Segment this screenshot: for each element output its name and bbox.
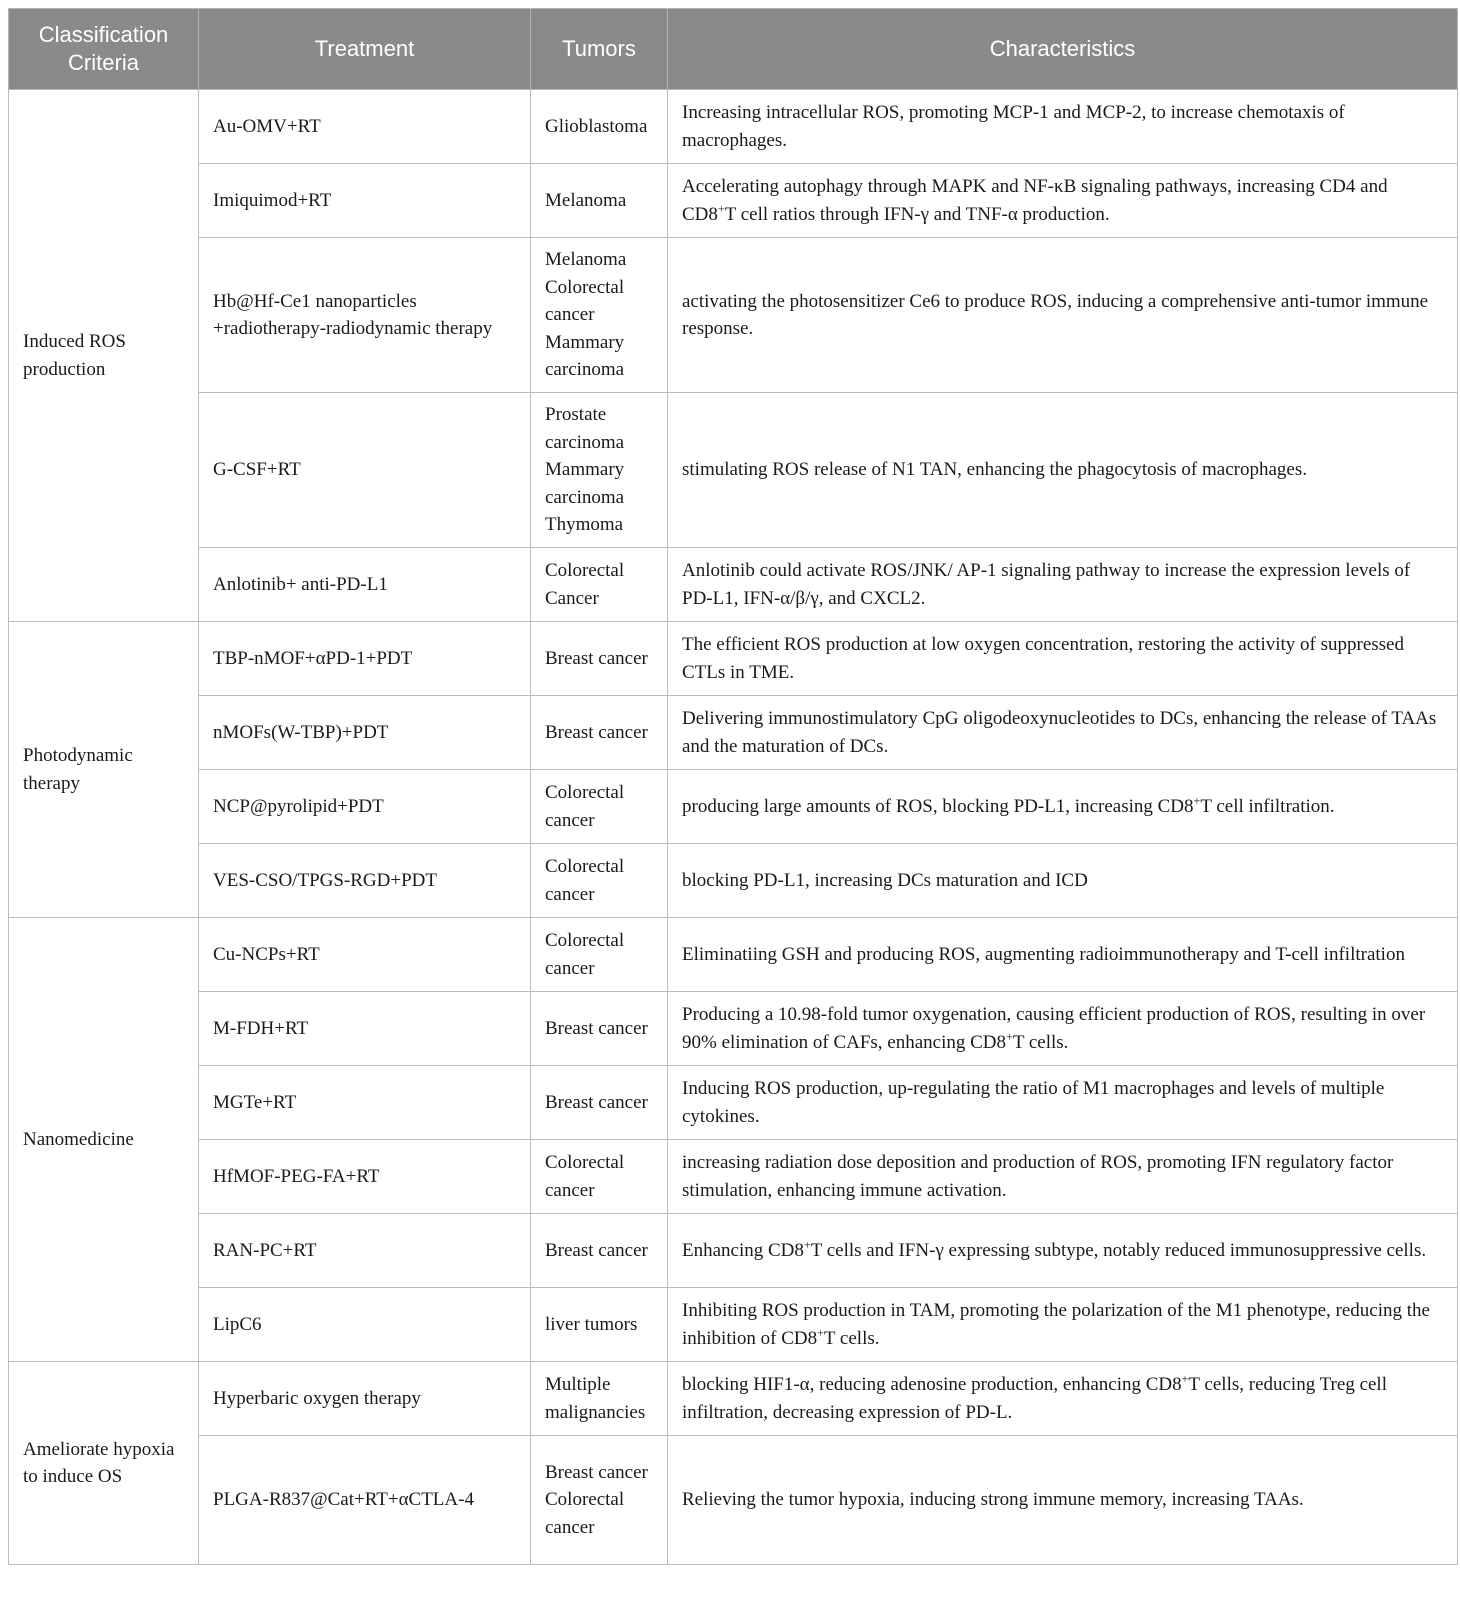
- tumors-cell: Colorectal cancer: [531, 770, 668, 844]
- characteristics-cell: Relieving the tumor hypoxia, inducing strong immune memory, increasing TAAs.: [668, 1436, 1458, 1565]
- treatment-cell: MGTe+RT: [199, 1066, 531, 1140]
- table-row: [9, 548, 1458, 622]
- table-row: [9, 1214, 1458, 1288]
- table-row: [9, 393, 1458, 548]
- tumors-cell: Melanoma Colorectal cancer Mammary carcinoma: [531, 238, 668, 393]
- characteristics-cell: activating the photosensitizer Ce6 to produce ROS, inducing a comprehensive anti-tumor immune response.: [668, 238, 1458, 393]
- characteristics-cell: Accelerating autophagy through MAPK and NF-κB signaling pathways, increasing CD4 and CD8+T cell ratios through IFN-γ and TNF-α production.: [668, 164, 1458, 238]
- classification-criteria-cell: Induced ROS production: [9, 90, 199, 622]
- classification-criteria-cell: Ameliorate hypoxia to induce OS: [9, 1362, 199, 1565]
- tumors-cell: Breast cancer: [531, 1066, 668, 1140]
- characteristics-cell: Increasing intracellular ROS, promoting MCP-1 and MCP-2, to increase chemotaxis of macrophages.: [668, 90, 1458, 164]
- treatment-cell: VES-CSO/TPGS-RGD+PDT: [199, 844, 531, 918]
- table-row: [9, 918, 1458, 992]
- treatment-cell: Cu-NCPs+RT: [199, 918, 531, 992]
- treatment-cell: G-CSF+RT: [199, 393, 531, 548]
- treatment-cell: LipC6: [199, 1288, 531, 1362]
- treatment-cell: HfMOF-PEG-FA+RT: [199, 1140, 531, 1214]
- tumors-cell: Breast cancer: [531, 1214, 668, 1288]
- classification-criteria-cell: Photodynamic therapy: [9, 622, 199, 918]
- table-row: [9, 844, 1458, 918]
- table-header: [9, 9, 1458, 90]
- treatment-cell: Anlotinib+ anti-PD-L1: [199, 548, 531, 622]
- tumors-cell: liver tumors: [531, 1288, 668, 1362]
- tumors-cell: Colorectal cancer: [531, 1140, 668, 1214]
- treatment-cell: RAN-PC+RT: [199, 1214, 531, 1288]
- header-treatment: Treatment: [199, 9, 531, 90]
- table-body: [9, 90, 1458, 1565]
- treatment-cell: Hb@Hf-Ce1 nanoparticles +radiotherapy-radiodynamic therapy: [199, 238, 531, 393]
- characteristics-cell: stimulating ROS release of N1 TAN, enhancing the phagocytosis of macrophages.: [668, 393, 1458, 548]
- characteristics-cell: Inducing ROS production, up-regulating the ratio of M1 macrophages and levels of multiple cytokines.: [668, 1066, 1458, 1140]
- characteristics-cell: blocking HIF1-α, reducing adenosine production, enhancing CD8+T cells, reducing Treg cell infiltration, decreasing expression of PD-L.: [668, 1362, 1458, 1436]
- header-classification-criteria: Classification Criteria: [9, 9, 199, 90]
- header-tumors: Tumors: [531, 9, 668, 90]
- characteristics-cell: producing large amounts of ROS, blocking PD-L1, increasing CD8+T cell infiltration.: [668, 770, 1458, 844]
- characteristics-cell: Producing a 10.98-fold tumor oxygenation, causing efficient production of ROS, resulting in over 90% elimination of CAFs, enhancing CD8+T cells.: [668, 992, 1458, 1066]
- table-row: [9, 696, 1458, 770]
- table-row: [9, 770, 1458, 844]
- characteristics-cell: Delivering immunostimulatory CpG oligodeoxynucleotides to DCs, enhancing the release of TAAs and the maturation of DCs.: [668, 696, 1458, 770]
- treatment-cell: Au-OMV+RT: [199, 90, 531, 164]
- classification-criteria-cell: Nanomedicine: [9, 918, 199, 1362]
- tumors-cell: Colorectal cancer: [531, 844, 668, 918]
- table-row: [9, 1436, 1458, 1565]
- characteristics-cell: Enhancing CD8+T cells and IFN-γ expressing subtype, notably reduced immunosuppressive cells.: [668, 1214, 1458, 1288]
- characteristics-cell: increasing radiation dose deposition and production of ROS, promoting IFN regulatory factor stimulation, enhancing immune activation.: [668, 1140, 1458, 1214]
- characteristics-cell: Inhibiting ROS production in TAM, promoting the polarization of the M1 phenotype, reducing the inhibition of CD8+T cells.: [668, 1288, 1458, 1362]
- tumors-cell: Breast cancer: [531, 622, 668, 696]
- table-row: [9, 1288, 1458, 1362]
- tumors-cell: Melanoma: [531, 164, 668, 238]
- header-characteristics: Characteristics: [668, 9, 1458, 90]
- tumors-cell: Glioblastoma: [531, 90, 668, 164]
- header-row: [9, 9, 1458, 90]
- characteristics-cell: blocking PD-L1, increasing DCs maturation and ICD: [668, 844, 1458, 918]
- tumors-cell: Breast cancer: [531, 992, 668, 1066]
- tumors-cell: Colorectal Cancer: [531, 548, 668, 622]
- table-row: [9, 992, 1458, 1066]
- table-row: [9, 1066, 1458, 1140]
- treatment-cell: PLGA-R837@Cat+RT+αCTLA-4: [199, 1436, 531, 1565]
- treatment-cell: M-FDH+RT: [199, 992, 531, 1066]
- table-row: [9, 1362, 1458, 1436]
- treatment-cell: Imiquimod+RT: [199, 164, 531, 238]
- treatment-cell: TBP-nMOF+αPD-1+PDT: [199, 622, 531, 696]
- treatment-cell: Hyperbaric oxygen therapy: [199, 1362, 531, 1436]
- tumors-cell: Prostate carcinoma Mammary carcinoma Thymoma: [531, 393, 668, 548]
- characteristics-cell: The efficient ROS production at low oxygen concentration, restoring the activity of suppressed CTLs in TME.: [668, 622, 1458, 696]
- table-row: [9, 164, 1458, 238]
- treatment-cell: NCP@pyrolipid+PDT: [199, 770, 531, 844]
- tumors-cell: Colorectal cancer: [531, 918, 668, 992]
- tumors-cell: Multiple malignancies: [531, 1362, 668, 1436]
- tumors-cell: Breast cancer Colorectal cancer: [531, 1436, 668, 1565]
- treatment-cell: nMOFs(W-TBP)+PDT: [199, 696, 531, 770]
- table-row: [9, 1140, 1458, 1214]
- data-table: [8, 8, 1458, 1565]
- characteristics-cell: Anlotinib could activate ROS/JNK/ AP-1 signaling pathway to increase the expression levels of PD-L1, IFN-α/β/γ, and CXCL2.: [668, 548, 1458, 622]
- characteristics-cell: Eliminatiing GSH and producing ROS, augmenting radioimmunotherapy and T-cell infiltration: [668, 918, 1458, 992]
- table-row: [9, 238, 1458, 393]
- tumors-cell: Breast cancer: [531, 696, 668, 770]
- table-row: [9, 90, 1458, 164]
- table-row: [9, 622, 1458, 696]
